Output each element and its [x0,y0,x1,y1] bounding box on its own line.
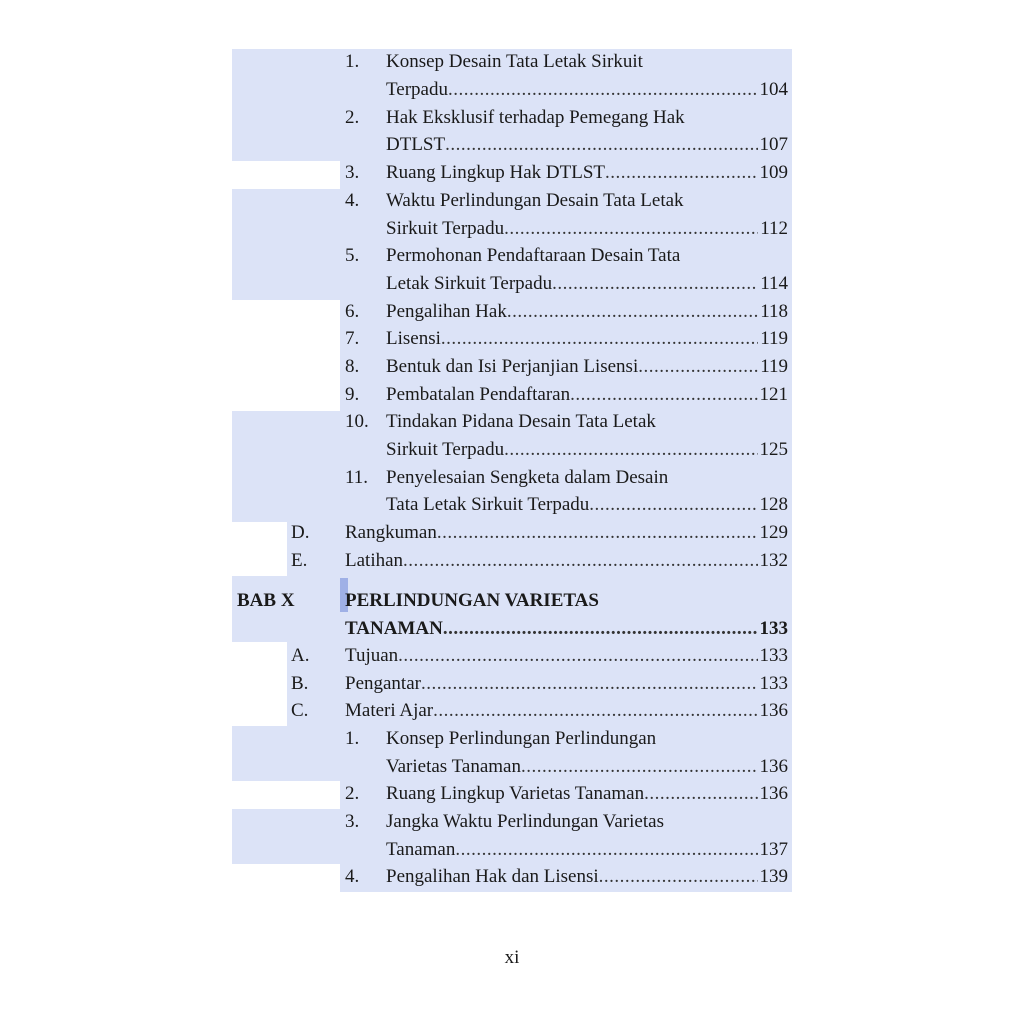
toc-item-title: Sirkuit Terpadu [386,218,505,239]
toc-entry[interactable] [345,519,788,547]
toc-page-number: 109 [759,162,788,183]
toc-item-title: Latihan [345,550,404,571]
dot-leader [445,131,757,159]
toc-section-letter: B. [291,673,309,694]
dot-leader [570,381,757,409]
toc-item-title: Jangka Waktu Perlindungan Varietas [386,811,664,832]
toc-item-number: 7. [345,328,360,349]
toc-item-number: 4. [345,866,360,887]
toc-item-number: 11. [345,467,369,488]
dot-leader [507,298,758,326]
toc-item-title: DTLST [386,134,446,155]
toc-entry[interactable] [386,381,788,409]
toc-item-title: Pengalihan Hak dan Lisensi [386,866,599,887]
toc-page-number: 104 [759,79,788,100]
toc-page-number: 125 [759,439,788,460]
toc-item-title: Pengantar [345,673,421,694]
toc-item-title: Pengalihan Hak [386,301,507,322]
toc-item-number: 2. [345,783,360,804]
toc-page-number: 119 [760,356,788,377]
toc-item-title: Tindakan Pidana Desain Tata Letak [386,411,656,432]
dot-leader [552,270,758,298]
toc-entry[interactable] [345,547,788,575]
toc-page-number: 137 [759,839,788,860]
toc-entry[interactable] [345,670,788,698]
dot-leader [421,670,758,698]
toc-item-title: Sirkuit Terpadu [386,439,505,460]
toc-item-title: Penyelesaian Sengketa dalam Desain [386,467,669,488]
toc-page-number: 119 [760,328,788,349]
toc-page-number: 133 [759,645,788,666]
toc-entry[interactable] [386,491,788,519]
toc-page-number: 136 [759,783,788,804]
toc-page-number: 132 [759,550,788,571]
dot-leader [589,491,757,519]
chapter-label: BAB X [237,590,295,611]
toc-item-number: 4. [345,190,360,211]
page-number: xi [504,947,520,968]
toc-item-number: 1. [345,728,360,749]
toc-page-number: 133 [759,618,788,639]
toc-section-letter: E. [291,550,308,571]
dot-leader [455,836,757,864]
toc-page-number: 128 [759,494,788,515]
toc-item-number: 9. [345,384,360,405]
dot-leader [443,615,758,643]
toc-entry[interactable] [386,298,788,326]
toc-entry[interactable] [386,325,788,353]
dot-leader [403,547,757,575]
dot-leader [638,353,758,381]
dot-leader [437,519,758,547]
toc-item-title: Tanaman [386,839,456,860]
toc-page-number: 136 [759,700,788,721]
toc-item-title: Konsep Desain Tata Letak Sirkuit [386,51,643,72]
toc-item-title: Lisensi [386,328,441,349]
toc-entry[interactable] [386,436,788,464]
toc-entry[interactable] [386,131,788,159]
toc-item-title: Ruang Lingkup Hak DTLST [386,162,606,183]
toc-entry[interactable] [386,353,788,381]
toc-entry[interactable] [386,215,788,243]
toc-page-number: 133 [759,673,788,694]
dot-leader [441,325,758,353]
toc-item-number: 10. [345,411,369,432]
toc-item-title: Hak Eksklusif terhadap Pemegang Hak [386,107,685,128]
toc-item-title: Tujuan [345,645,399,666]
toc-page-number: 139 [759,866,788,887]
toc-item-number: 2. [345,107,360,128]
toc-item-title: Terpadu [386,79,448,100]
toc-item-number: 3. [345,811,360,832]
toc-page-number: 136 [759,756,788,777]
toc-entry[interactable] [386,836,788,864]
chapter-title: TANAMAN [345,618,443,639]
toc-item-number: 5. [345,245,360,266]
dot-leader [398,642,757,670]
toc-entry[interactable] [386,753,788,781]
toc-entry[interactable] [386,863,788,891]
toc-entry[interactable] [386,76,788,104]
toc-item-title: Rangkuman [345,522,437,543]
toc-page-number: 118 [760,301,788,322]
toc-section-letter: C. [291,700,309,721]
toc-entry[interactable] [345,697,788,725]
toc-item-number: 3. [345,162,360,183]
dot-leader [504,215,758,243]
toc-section-letter: D. [291,522,310,543]
toc-item-title: Permohonan Pendaftaraan Desain Tata [386,245,681,266]
toc-item-title: Tata Letak Sirkuit Terpadu [386,494,590,515]
toc-chapter-entry[interactable] [345,615,788,643]
dot-leader [599,863,758,891]
dot-leader [644,780,757,808]
toc-page-number: 107 [759,134,788,155]
toc-item-number: 8. [345,356,360,377]
toc-section-letter: A. [291,645,310,666]
dot-leader [605,159,757,187]
dot-leader [504,436,757,464]
chapter-title: PERLINDUNGAN VARIETAS [345,590,599,611]
toc-entry[interactable] [345,642,788,670]
toc-page-number: 129 [759,522,788,543]
toc-page-number: 112 [760,218,788,239]
toc-item-title: Bentuk dan Isi Perjanjian Lisensi [386,356,639,377]
toc-item-title: Waktu Perlindungan Desain Tata Letak [386,190,684,211]
toc-item-title: Letak Sirkuit Terpadu [386,273,553,294]
toc-item-title: Varietas Tanaman [386,756,521,777]
toc-item-number: 1. [345,51,360,72]
toc-item-title: Pembatalan Pendaftaran [386,384,571,405]
toc-entry[interactable] [386,159,788,187]
dot-leader [433,697,757,725]
toc-entry[interactable] [386,780,788,808]
toc-item-title: Konsep Perlindungan Perlindungan [386,728,657,749]
toc-item-title: Materi Ajar [345,700,434,721]
toc-entry[interactable] [386,270,788,298]
toc-item-number: 6. [345,301,360,322]
dot-leader [448,76,758,104]
toc-page-number: 121 [759,384,788,405]
toc-item-title: Ruang Lingkup Varietas Tanaman [386,783,645,804]
toc-page-number: 114 [760,273,788,294]
dot-leader [521,753,758,781]
